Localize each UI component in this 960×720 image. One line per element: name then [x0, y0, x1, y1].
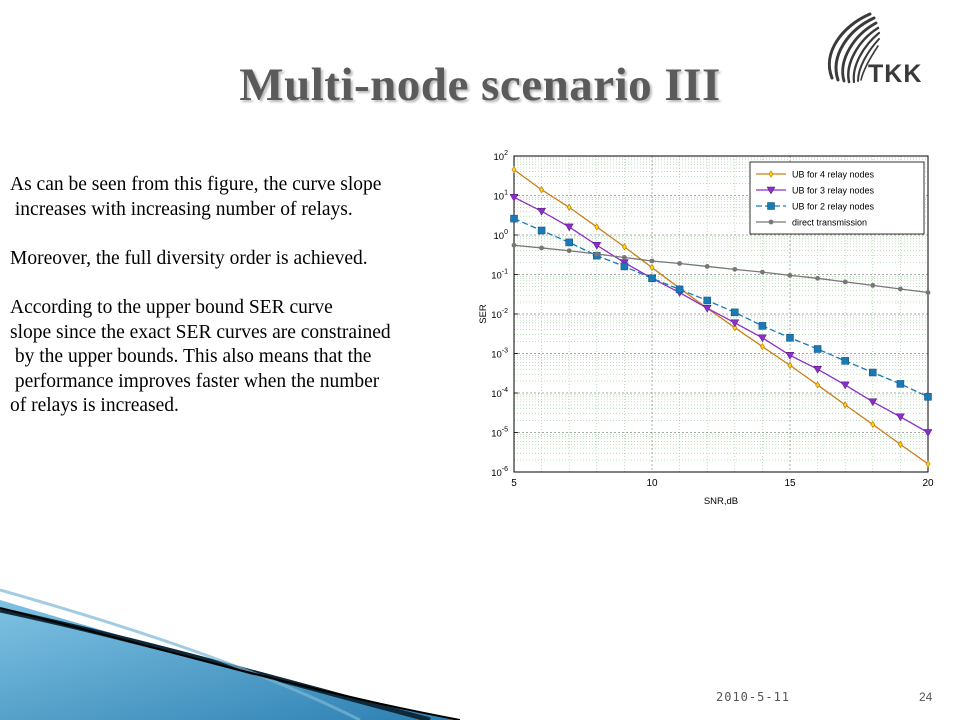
paragraph-line: of relays is increased.	[10, 395, 179, 417]
data-point	[511, 215, 518, 222]
data-point	[704, 297, 711, 304]
data-point	[676, 286, 683, 293]
data-point	[842, 357, 849, 364]
data-point	[594, 252, 599, 257]
body-text	[10, 173, 490, 419]
data-point	[788, 273, 793, 278]
data-point	[843, 279, 848, 284]
data-point	[815, 276, 820, 281]
x-tick-label: 15	[784, 478, 796, 489]
slide-title: Multi-node scenario III	[239, 59, 721, 111]
data-point	[926, 290, 931, 295]
data-point	[731, 309, 738, 316]
data-point	[649, 275, 656, 282]
data-point	[677, 261, 682, 266]
y-tick-label: $10^{-3}$	[491, 347, 508, 361]
data-point	[538, 227, 545, 234]
paragraph-line: Moreover, the full diversity order is achieved.	[10, 247, 368, 269]
paragraph-line: performance improves faster when the number	[10, 370, 380, 392]
data-point	[897, 380, 904, 387]
logo-text: TKK	[868, 60, 923, 88]
legend-marker	[769, 220, 774, 225]
legend-label: UB for 3 relay nodes	[792, 185, 875, 196]
y-tick-label: $10^1$	[493, 189, 508, 203]
data-point	[567, 248, 572, 253]
y-tick-label: $10^{-5}$	[491, 426, 508, 440]
data-point	[621, 263, 628, 270]
data-point	[650, 259, 655, 264]
data-point	[705, 264, 710, 269]
ser-chart	[472, 142, 950, 514]
data-point	[925, 393, 932, 400]
paragraph-line: increases with increasing number of relays.	[10, 198, 353, 220]
x-tick-label: 20	[922, 478, 934, 489]
data-point	[870, 283, 875, 288]
paragraph-line: by the upper bounds. This also means that the	[10, 346, 372, 368]
data-point	[869, 369, 876, 376]
data-point	[732, 267, 737, 272]
paragraph-line: As can be seen from this figure, the curve slope	[10, 174, 382, 195]
data-point	[760, 270, 765, 275]
data-point	[566, 239, 573, 246]
x-tick-label: 5	[511, 478, 517, 489]
data-point	[898, 287, 903, 292]
y-tick-label: $10^{-1}$	[491, 268, 508, 282]
data-point	[539, 246, 544, 251]
y-axis-label: SER	[478, 304, 489, 324]
data-point	[512, 243, 517, 248]
decorative-swoosh	[0, 560, 460, 720]
paragraph-line: According to the upper bound SER curve	[10, 296, 333, 318]
legend-label: UB for 4 relay nodes	[792, 169, 875, 180]
data-point	[759, 322, 766, 329]
y-tick-label: $10^2$	[493, 150, 508, 163]
data-point	[814, 345, 821, 352]
footer-page-number: 24	[919, 690, 933, 704]
x-axis-label: SNR,dB	[703, 496, 739, 507]
y-tick-label: $10^{-2}$	[491, 308, 508, 321]
y-tick-label: $10^{-6}$	[491, 466, 508, 479]
y-tick-label: $10^0$	[493, 229, 508, 242]
legend-label: direct transmission	[792, 217, 868, 228]
legend-label: UB for 2 relay nodes	[792, 201, 875, 212]
y-tick-label: $10^{-4}$	[491, 387, 508, 400]
data-point	[622, 255, 627, 260]
data-point	[787, 334, 794, 341]
legend-marker	[768, 203, 775, 210]
paragraph-line: slope since the exact SER curves are constrained	[10, 321, 391, 343]
x-tick-label: 10	[646, 478, 658, 489]
footer-date: 2010-5-11	[716, 690, 791, 704]
